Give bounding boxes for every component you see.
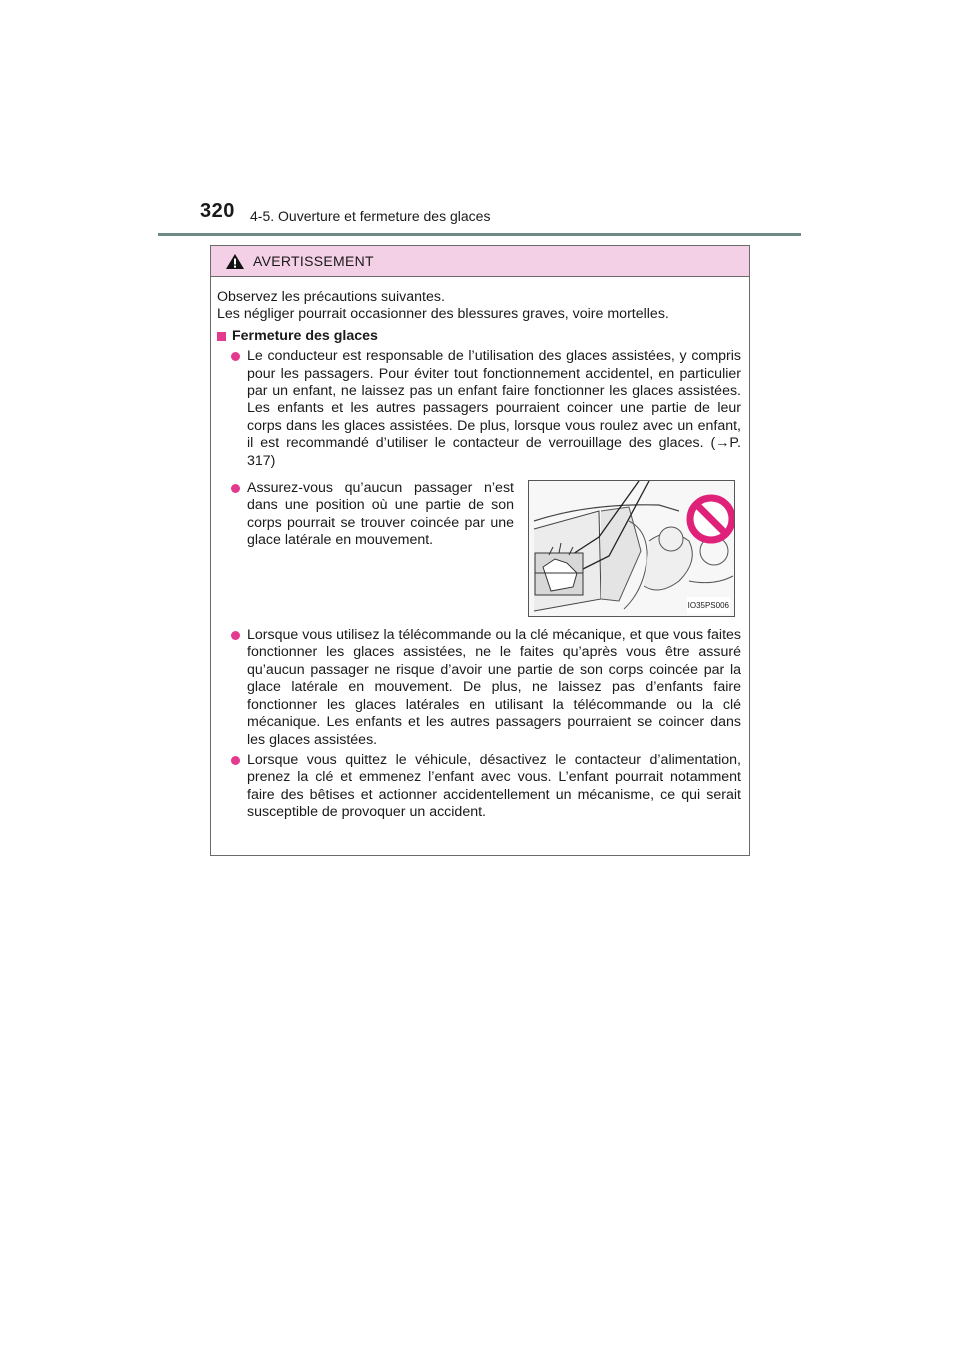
subsection-heading [217,328,741,345]
bullet-text: Le conducteur est responsable de l’utilisation des glaces assistées, y compris pour les passagers. Pour éviter tout fonctionnement accidentel, en particulier par un enfant, ne laissez pas un enfant faire fonctionner les glaces assistées. Les enfants et les autres passagers pourraient coincer une partie de leur corps dans les glaces assistées. De plus, lorsque vous roulez avec un enfant, il est recommandé d’utiliser le contacteur de verrouillage des glaces. (→P. 317) [247,348,741,469]
warning-title: AVERTISSEMENT [253,253,374,269]
bullet-text: Assurez-vous qu’aucun passager n’est dans une position où une partie de son corps pourrait se trouver coincée par une glace latérale en mouvement. [247,480,514,549]
bullet-text: Lorsque vous utilisez la télécommande ou la clé mécanique, et que vous faites fonctionner les glaces assistées, ne le faites qu’après vous être assuré qu’aucun passager ne risque d’avoir une partie de son corps coincée par la glace latérale en mouvement. De plus, ne laissez pas d’enfants faire fonctionner les glaces latérales en utilisant la télécommande ou la clé mécanique. Les enfants et les autres passagers pourraient se coincer dans les glaces assistées. [247,627,741,748]
section-title: 4-5. Ouverture et fermeture des glaces [250,208,491,224]
window-pinch-illustration [528,480,735,617]
bullet-item [217,480,514,617]
warning-header [211,246,749,277]
bullet-text: Lorsque vous quittez le véhicule, désactivez le contacteur d’alimentation, prenez la clé et emmenez l’enfant avec vous. L’enfant pourrait notamment faire des bêtises et actionner accidentellement un mécanisme, ce qui serait susceptible de provoquer un accident. [247,751,741,821]
warning-box [210,245,750,856]
intro-line-2: Les négliger pourrait occasionner des blessures graves, voire mortelles. [217,306,669,323]
header-rule [158,233,801,236]
dot-bullet-icon [231,484,240,493]
bullet-with-figure [217,480,741,617]
dot-bullet-icon [231,631,240,640]
dot-bullet-icon [231,352,240,361]
bullet-item [217,752,741,822]
square-bullet-icon [217,332,226,341]
warning-intro [217,289,741,324]
subsection-title: Fermeture des glaces [232,327,378,344]
figure-code: IO35PS006 [687,597,730,614]
warning-triangle-icon [225,253,245,270]
bullet-item [217,348,741,470]
bullet-item [217,627,741,749]
dot-bullet-icon [231,756,240,765]
page-number: 320 [200,200,235,222]
warning-body [211,277,749,822]
intro-line-1: Observez les précautions suivantes. [217,289,445,305]
